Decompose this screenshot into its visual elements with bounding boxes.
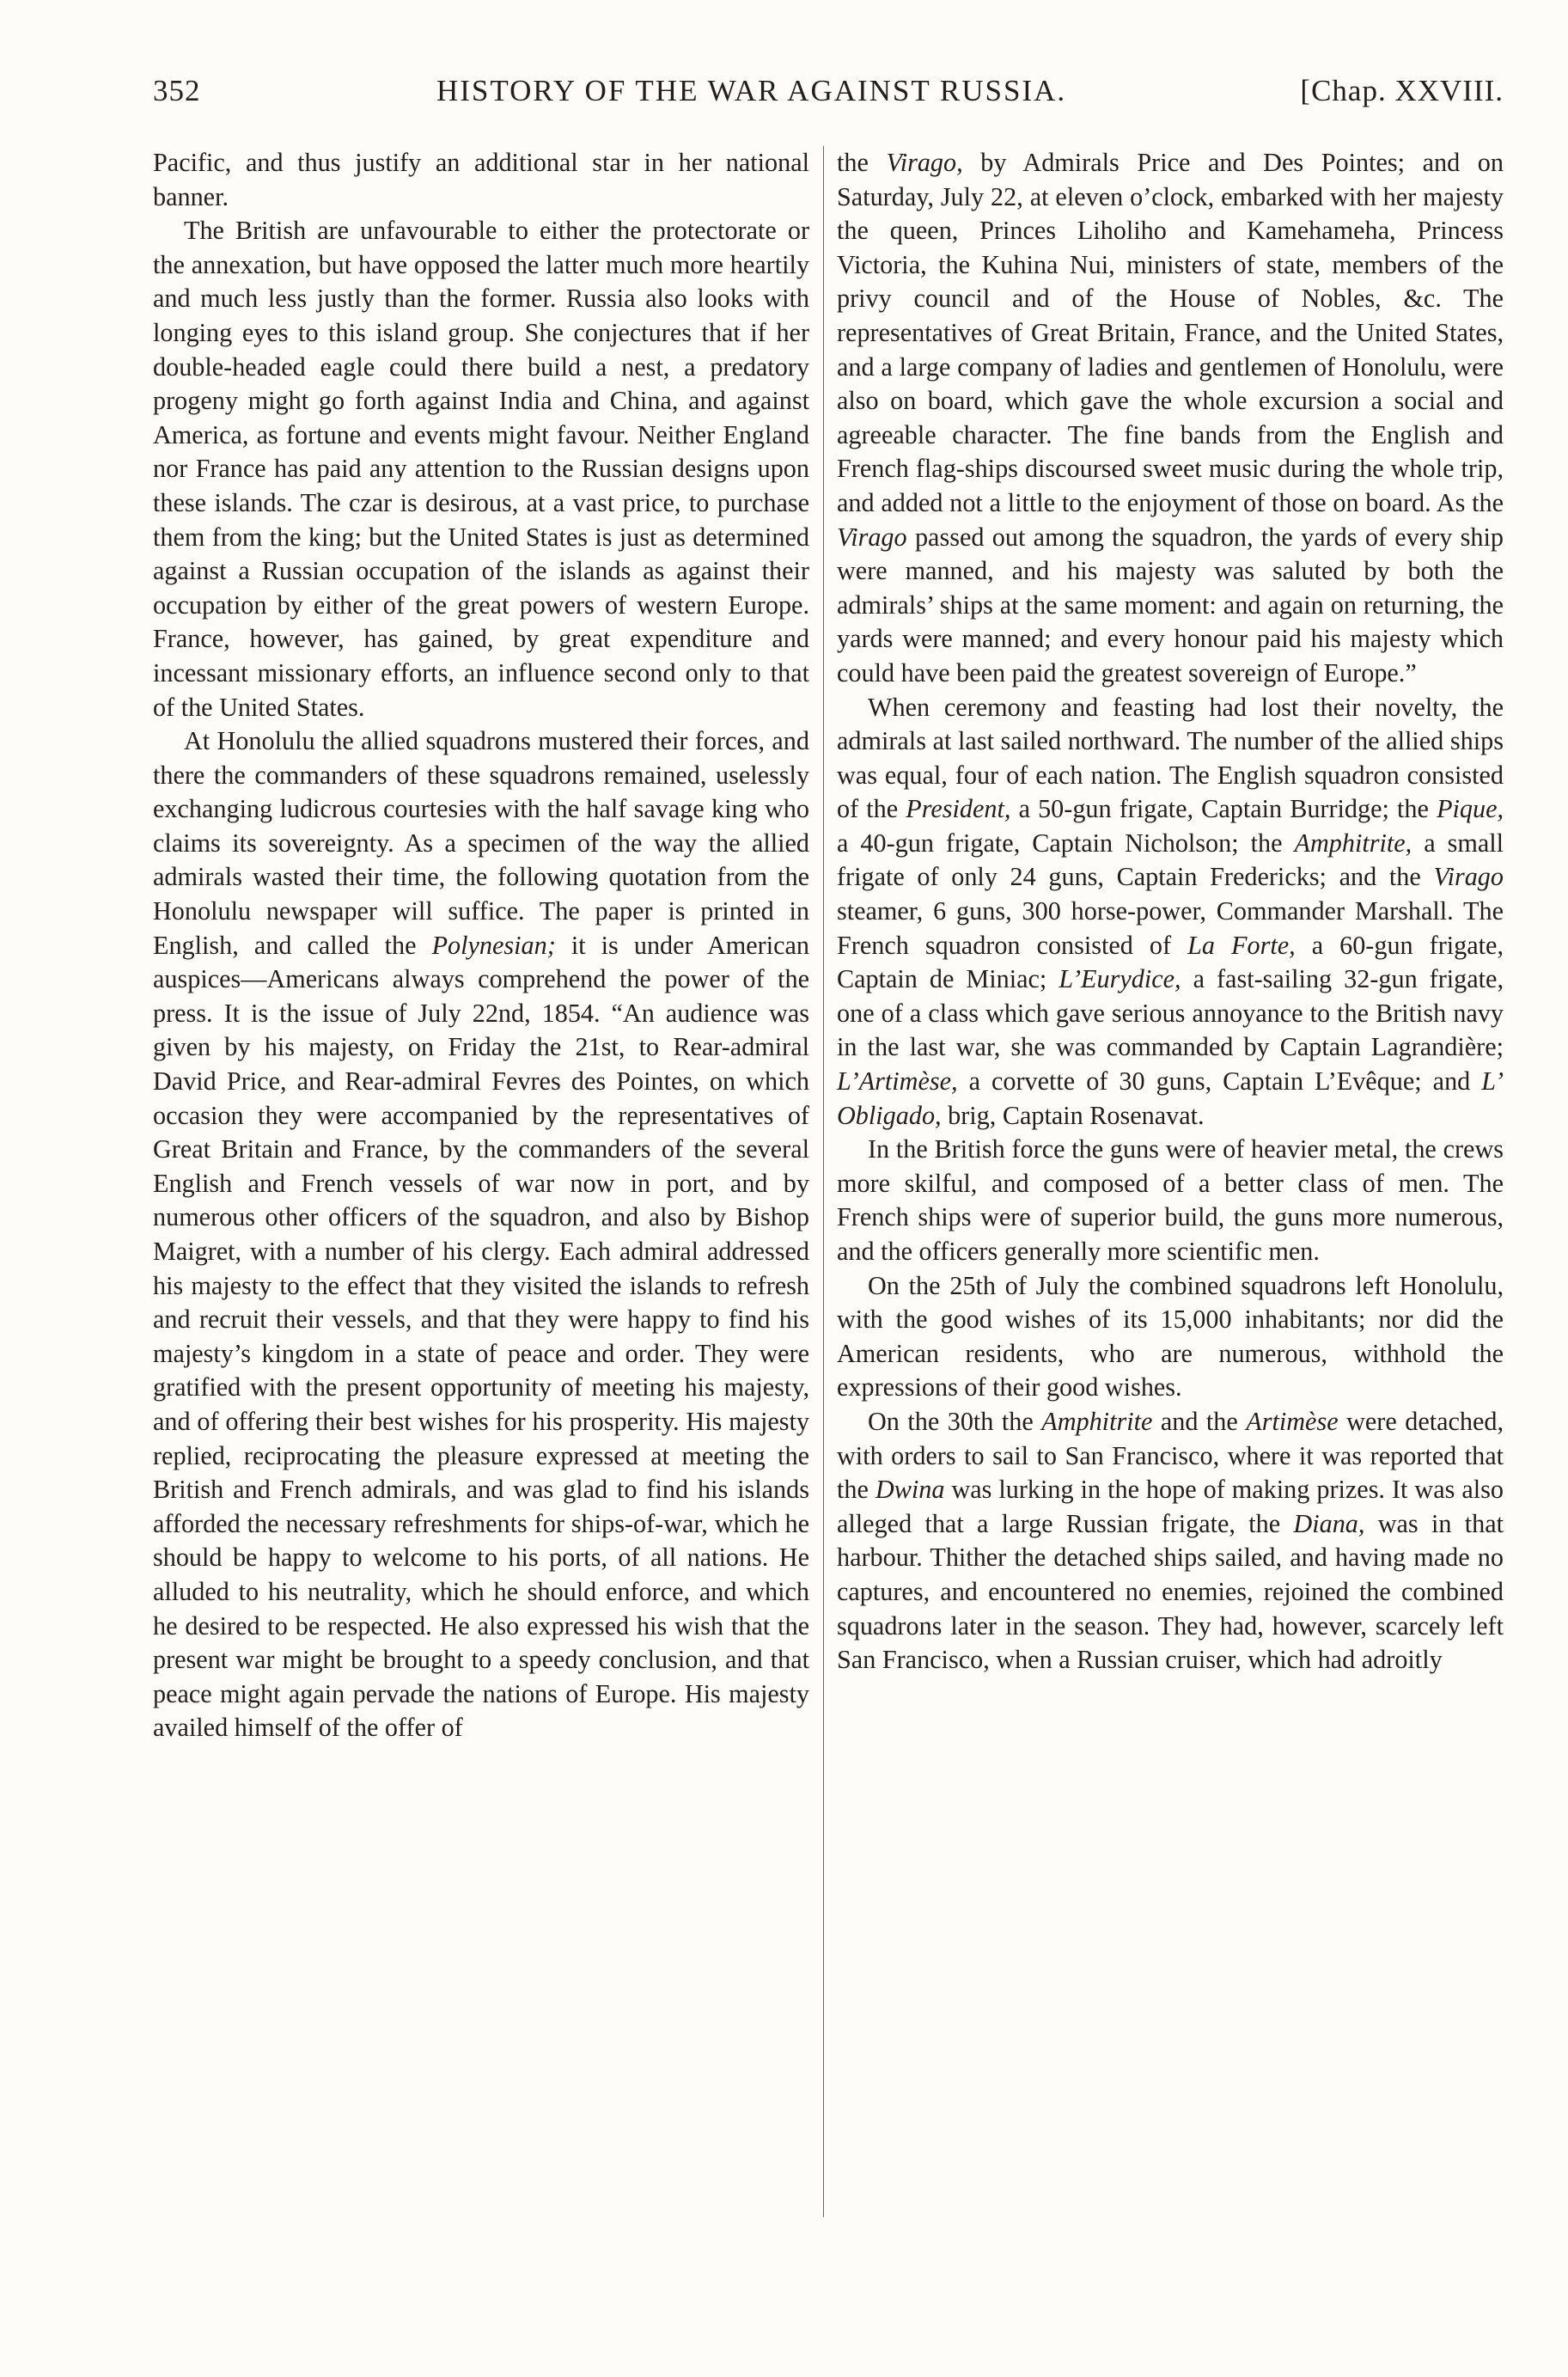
text-run: passed out among the squadron, the yards of every ship were manned, and his majesty was saluted by both the admirals’ ships at the same moment: and again on returning, the yards were manned; and every honour paid his majesty which could have been paid the greatest sovereign of Europe.” <box>837 522 1504 687</box>
paragraph: Pacific, and thus justify an additional star in her national banner. <box>153 148 809 211</box>
text-run: was in that harbour. Thither the detached ships sailed, and having made no captures, and encountered no enemies, rejoined the combined squadrons later in the season. They had, however, scarcely left San Francisco, when a Russian cruiser, which had adroitly <box>837 1508 1504 1675</box>
ship-name: La Forte, <box>1187 930 1296 960</box>
text-run: When ceremony and feasting had lost their novelty, the admirals at last sailed northward. The number of the allied ships was equal, four of each nation. The English squadron consisted of the <box>837 692 1504 824</box>
text-run: brig, Captain Rosenavat. <box>948 1100 1205 1130</box>
ship-name: Dwina <box>875 1475 945 1505</box>
ship-name: Virago <box>1433 862 1504 892</box>
ship-name: Artimèse <box>1246 1406 1339 1436</box>
chapter-reference: [Chap. XXVIII. <box>1300 74 1504 107</box>
paragraph: On the 25th of July the combined squadrons left Honolulu, with the good wishes of its 15,000 inhabitants; nor did the American residents, who are numerous, withhold the expressions of their good wishes. <box>837 1270 1504 1402</box>
text-run: steamer, 6 guns, 300 horse-power, Commander Marshall. The French squadron consisted of <box>837 896 1504 960</box>
right-column <box>837 146 1504 1677</box>
ship-name: L’Artimèse, <box>837 1066 958 1097</box>
text-run: were detached, with orders to sail to San Francisco, where it was reported that the <box>837 1406 1504 1505</box>
text-run: a 40-gun frigate, Captain Nicholson; the <box>837 828 1283 858</box>
ship-name: Virago <box>837 522 907 552</box>
paragraph <box>837 146 1504 691</box>
text-run: it is under American auspices—Americans always comprehend the power of the press. It is the issue of July 22nd, 1854. “An audience was given by his majesty, on Friday the 21st, to Rear-admiral David Price, and Rear-admiral Fevres des Pointes, on which occasion they were accompanied by the representatives of Great Britain and France, by the commanders of the several English and French vessels of war now in port, and by numerous other officers of the squadron, and also by Bishop Maigret, with a number of his clergy. Each admiral addressed his majesty to the effect that they visited the islands to refresh and recruit their vessels, and that they were happy to find his majesty’s kingdom in a state of peace and order. They were gratified with the present opportunity of meeting his majesty, and of offering their best wishes for his prosperity. His majesty replied, reciprocating the pleasure expressed at meeting the British and French admirals, and was glad to find his islands afforded the necessary refreshments for ships-of-war, which he should be happy to welcome to his ports, of all nations. He alluded to his neutrality, which he should enforce, and which he desired to be respected. He also expressed his wish that the present war might be brought to a speedy conclusion, and that peace might again pervade the nations of Europe. His majesty availed himself of the offer of <box>153 930 809 1743</box>
ship-name: Virago, <box>886 148 963 177</box>
text-run: and the <box>1160 1406 1238 1436</box>
ship-name: Pique, <box>1437 794 1504 824</box>
text-run: a 50-gun frigate, Captain Burridge; the <box>1018 794 1429 824</box>
text-run: On the 30th the <box>868 1406 1034 1436</box>
left-column <box>153 146 809 1745</box>
ship-name: L’Eurydice, <box>1059 964 1181 994</box>
text-run: a 60-gun frigate, Captain de Miniac; <box>837 930 1504 994</box>
running-title: HISTORY OF THE WAR AGAINST RUSSIA. <box>436 74 1067 107</box>
paragraph <box>837 1405 1504 1677</box>
text-run: the <box>837 148 869 177</box>
italic-title: Polynesian; <box>431 930 556 960</box>
text-run: by Admirals Price and Des Pointes; and on Saturday, July 22, at eleven o’clock, embarked with her majesty the queen, Princes Liholiho and Kamehameha, Princess Victoria, the Kuhina Nui, ministers of state, members of the privy council and of the House of Nobles, &c. The representatives of Great Britain, France, and the United States, and a large company of ladies and gentlemen of Honolulu, were also on board, which gave the whole excursion a social and agreeable character. The fine bands from the English and French flag-ships discoursed sweet music during the whole trip, and added not a little to the enjoyment of those on board. As the <box>837 148 1504 517</box>
paragraph: The British are unfavourable to either the protectorate or the annexation, but have opposed the latter much more heartily and much less justly than the former. Russia also looks with longing eyes to this island group. She conjectures that if her double-headed eagle could there build a nest, a predatory progeny might go forth against India and China, and against America, as fortune and events might favour. Neither England nor France has paid any attention to the Russian designs upon these islands. The czar is desirous, at a vast price, to purchase them from the king; but the United States is just as determined against a Russian occupation of the islands as against their occupation by either of the great powers of western Europe. France, however, has gained, by great expenditure and incessant missionary efforts, an influence second only to that of the United States. <box>153 216 809 722</box>
page-header <box>153 74 1504 119</box>
text-run: a small frigate of only 24 guns, Captain Fredericks; and the <box>837 828 1504 892</box>
page-number: 352 <box>153 74 201 107</box>
paragraph <box>153 724 809 1745</box>
ship-name: President, <box>906 794 1011 824</box>
paragraph: In the British force the guns were of heavier metal, the crews more skilful, and composed of a better class of men. The French ships were of superior build, the guns more numerous, and the officers generally more scientific men. <box>837 1134 1504 1266</box>
text-run: At Honolulu the allied squadrons mustered their forces, and there the commanders of these squadrons remained, uselessly exchanging ludicrous courtesies with the half savage king who claims its sovereignty. As a specimen of the way the allied admirals wasted their time, the following quotation from the Honolulu newspaper will suffice. The paper is printed in English, and called the <box>153 726 809 960</box>
ship-name: Amphitrite, <box>1294 828 1412 858</box>
text-run: a corvette of 30 guns, Captain L’Evêque; and <box>968 1066 1471 1097</box>
column-divider <box>823 146 824 2217</box>
text-run: was lurking in the hope of making prizes. It was also alleged that a large Russian frigate, the <box>837 1475 1504 1538</box>
text-run: a fast-sailing 32-gun frigate, one of a class which gave serious annoyance to the British navy in the last war, she was commanded by Captain Lagrandière; <box>837 964 1504 1062</box>
paragraph <box>837 691 1504 1134</box>
ship-name: L’ Obligado, <box>837 1066 1504 1130</box>
ship-name: Amphitrite <box>1041 1406 1153 1436</box>
ship-name: Diana, <box>1293 1508 1365 1538</box>
